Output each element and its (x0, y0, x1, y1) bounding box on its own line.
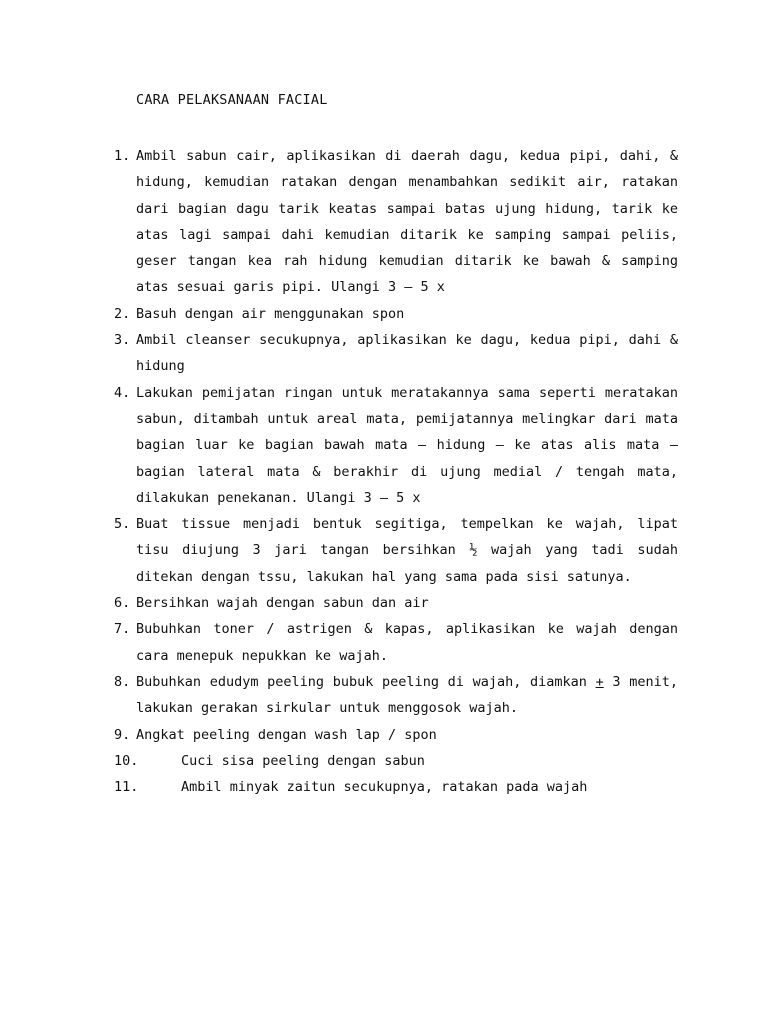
step-text: Ambil sabun cair, aplikasikan di daerah dagu, kedua pipi, dahi, & hidung, kemudian ratakan dengan menambahkan sedikit air, ratakan dari bagian dagu tarik keatas sampai batas ujung hidung, tarik ke atas lagi sampai dahi kemudian ditarik ke samping sampai peliis, geser tangan kea rah hidung kemudian ditarik ke bawah & samping atas sesuai garis pipi. Ulangi 3 – 5 x (136, 148, 678, 296)
step-text: Cuci sisa peeling dengan sabun (181, 752, 425, 769)
step-text: Ambil minyak zaitun secukupnya, ratakan pada wajah (181, 779, 588, 796)
step-text (136, 669, 678, 722)
list-item (0, 722, 768, 748)
step-text: Angkat peeling dengan wash lap / spon (136, 726, 437, 743)
step-number: 10. (114, 752, 139, 769)
step-number: 4. (114, 384, 131, 401)
list-item (0, 511, 768, 590)
step-text: Bubuhkan toner / astrigen & kapas, aplikasikan ke wajah dengan cara menepuk nepukkan ke wajah. (136, 621, 678, 664)
list-item (0, 380, 768, 511)
list-item (0, 143, 768, 301)
list-item (0, 590, 768, 616)
step-text: Basuh dengan air menggunakan spon (136, 305, 405, 322)
list-item (0, 327, 768, 380)
list-item (0, 616, 768, 669)
step-number: 3. (114, 332, 131, 349)
plus-minus-symbol: + (595, 673, 604, 690)
step-text: Buat tissue menjadi bentuk segitiga, tempelkan ke wajah, lipat tisu diujung 3 jari tangan bersihkan ½ wajah yang tadi sudah ditekan dengan tssu, lakukan hal yang sama pada sisi satunya. (136, 516, 678, 585)
step-number: 6. (114, 595, 131, 612)
list-item (0, 774, 768, 800)
step-number: 7. (114, 621, 131, 638)
step-text: Lakukan pemijatan ringan untuk meratakannya sama seperti meratakan sabun, ditambah untuk areal mata, pemijatannya melingkar dari mata bagian luar ke bagian bawah mata – hidung – ke atas alis mata – bagian lateral mata & berakhir di ujung medial / tengah mata, dilakukan penekanan. Ulangi 3 – 5 x (136, 384, 678, 506)
list-item (0, 301, 768, 327)
step-number: 9. (114, 726, 131, 743)
list-item (0, 748, 768, 774)
step-number: 1. (114, 148, 131, 164)
step-number: 11. (114, 779, 139, 796)
step-number: 8. (114, 673, 131, 690)
step-text: Bersihkan wajah dengan sabun dan air (136, 595, 429, 612)
step-number: 2. (114, 305, 131, 322)
steps-list (0, 143, 768, 800)
step-text-before: Bubuhkan edudym peeling bubuk peeling di wajah, diamkan (136, 673, 596, 690)
step-text-after: 3 menit, lakukan gerakan sirkular untuk menggosok wajah. (136, 673, 678, 717)
step-number: 5. (114, 516, 131, 533)
list-item (0, 669, 768, 722)
step-text: Ambil cleanser secukupnya, aplikasikan ke dagu, kedua pipi, dahi & hidung (136, 332, 678, 375)
document-title: CARA PELAKSANAAN FACIAL (136, 92, 328, 108)
